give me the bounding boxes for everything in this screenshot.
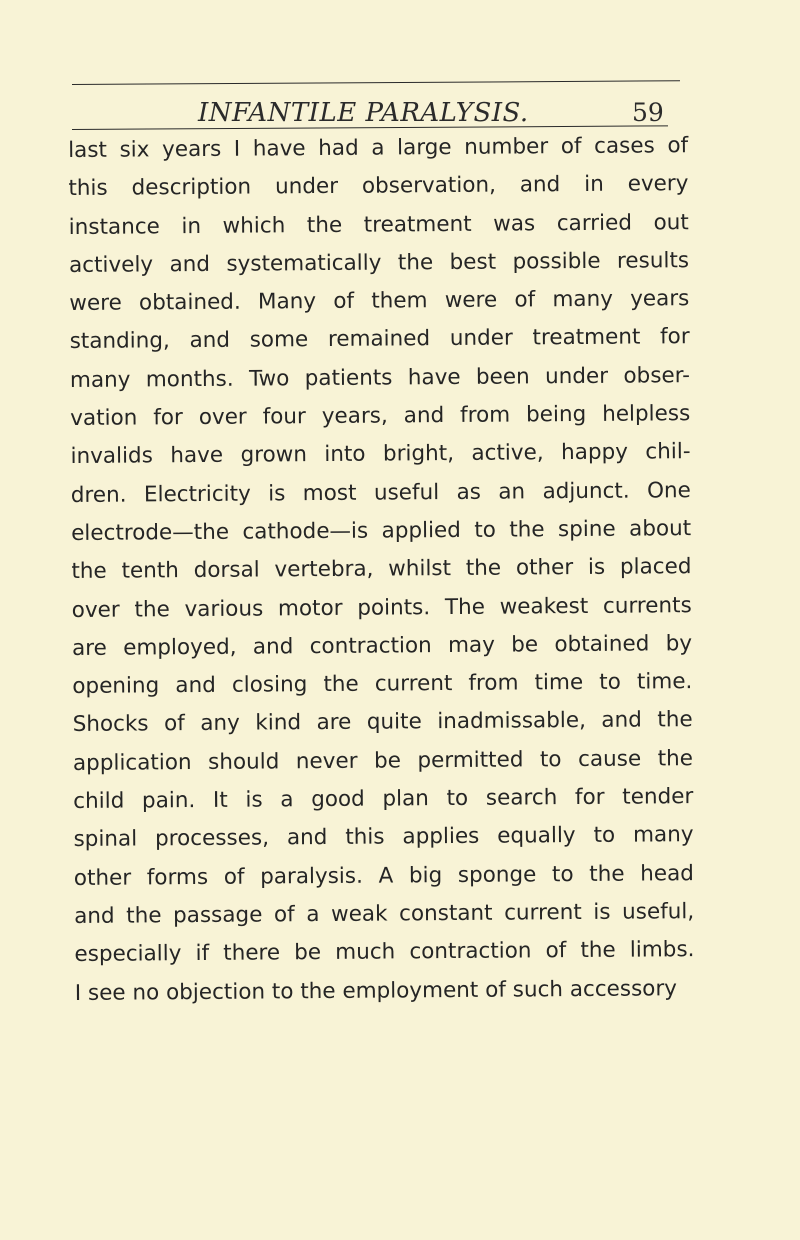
text-line: actively and systematically the best possible results xyxy=(68,248,690,278)
text-line: this description under observation, and in every xyxy=(68,171,689,202)
text-line: the tenth dorsal vertebra, whilst the other is placed xyxy=(71,554,692,585)
text-line: last six years I have had a large number of cases of xyxy=(68,133,689,163)
body-text xyxy=(68,127,695,1013)
text-line: especially if there be much contraction of the limbs. xyxy=(74,937,695,968)
page-number: 59 xyxy=(632,98,664,127)
text-line: I see no objection to the employment of such accessory xyxy=(74,975,678,1006)
text-line: application should never be permitted to cause the xyxy=(72,745,694,776)
text-line: are employed, and contraction may be obtained by xyxy=(71,630,693,661)
text-line: spinal processes, and this applies equally to many xyxy=(73,822,694,853)
text-line: opening and closing the current from time to time. xyxy=(72,669,693,700)
text-line: were obtained. Many of them were of many years xyxy=(69,286,690,317)
text-line: Shocks of any kind are quite inadmissable, and the xyxy=(72,707,693,738)
header-top-rule xyxy=(72,80,680,85)
text-line: electrode—the cathode—is applied to the spine about xyxy=(71,516,692,546)
text-line: standing, and some remained under treatment for xyxy=(69,324,690,355)
text-line: and the passage of a weak constant current is useful, xyxy=(74,899,695,929)
running-head: INFANTILE PARALYSIS. xyxy=(198,98,529,128)
text-line: over the various motor points. The weakest currents xyxy=(71,592,692,623)
text-line: invalids have grown into bright, active, happy chil- xyxy=(70,439,691,470)
text-line: child pain. It is a good plan to search for tender xyxy=(73,784,694,815)
text-line: dren. Electricity is most useful as an adjunct. One xyxy=(70,477,691,508)
text-line: many months. Two patients have been under obser- xyxy=(69,362,691,393)
text-line: vation for over four years, and from being helpless xyxy=(70,401,691,432)
text-line: other forms of paralysis. A big sponge to the head xyxy=(73,860,694,891)
text-line: instance in which the treatment was carried out xyxy=(68,209,689,240)
